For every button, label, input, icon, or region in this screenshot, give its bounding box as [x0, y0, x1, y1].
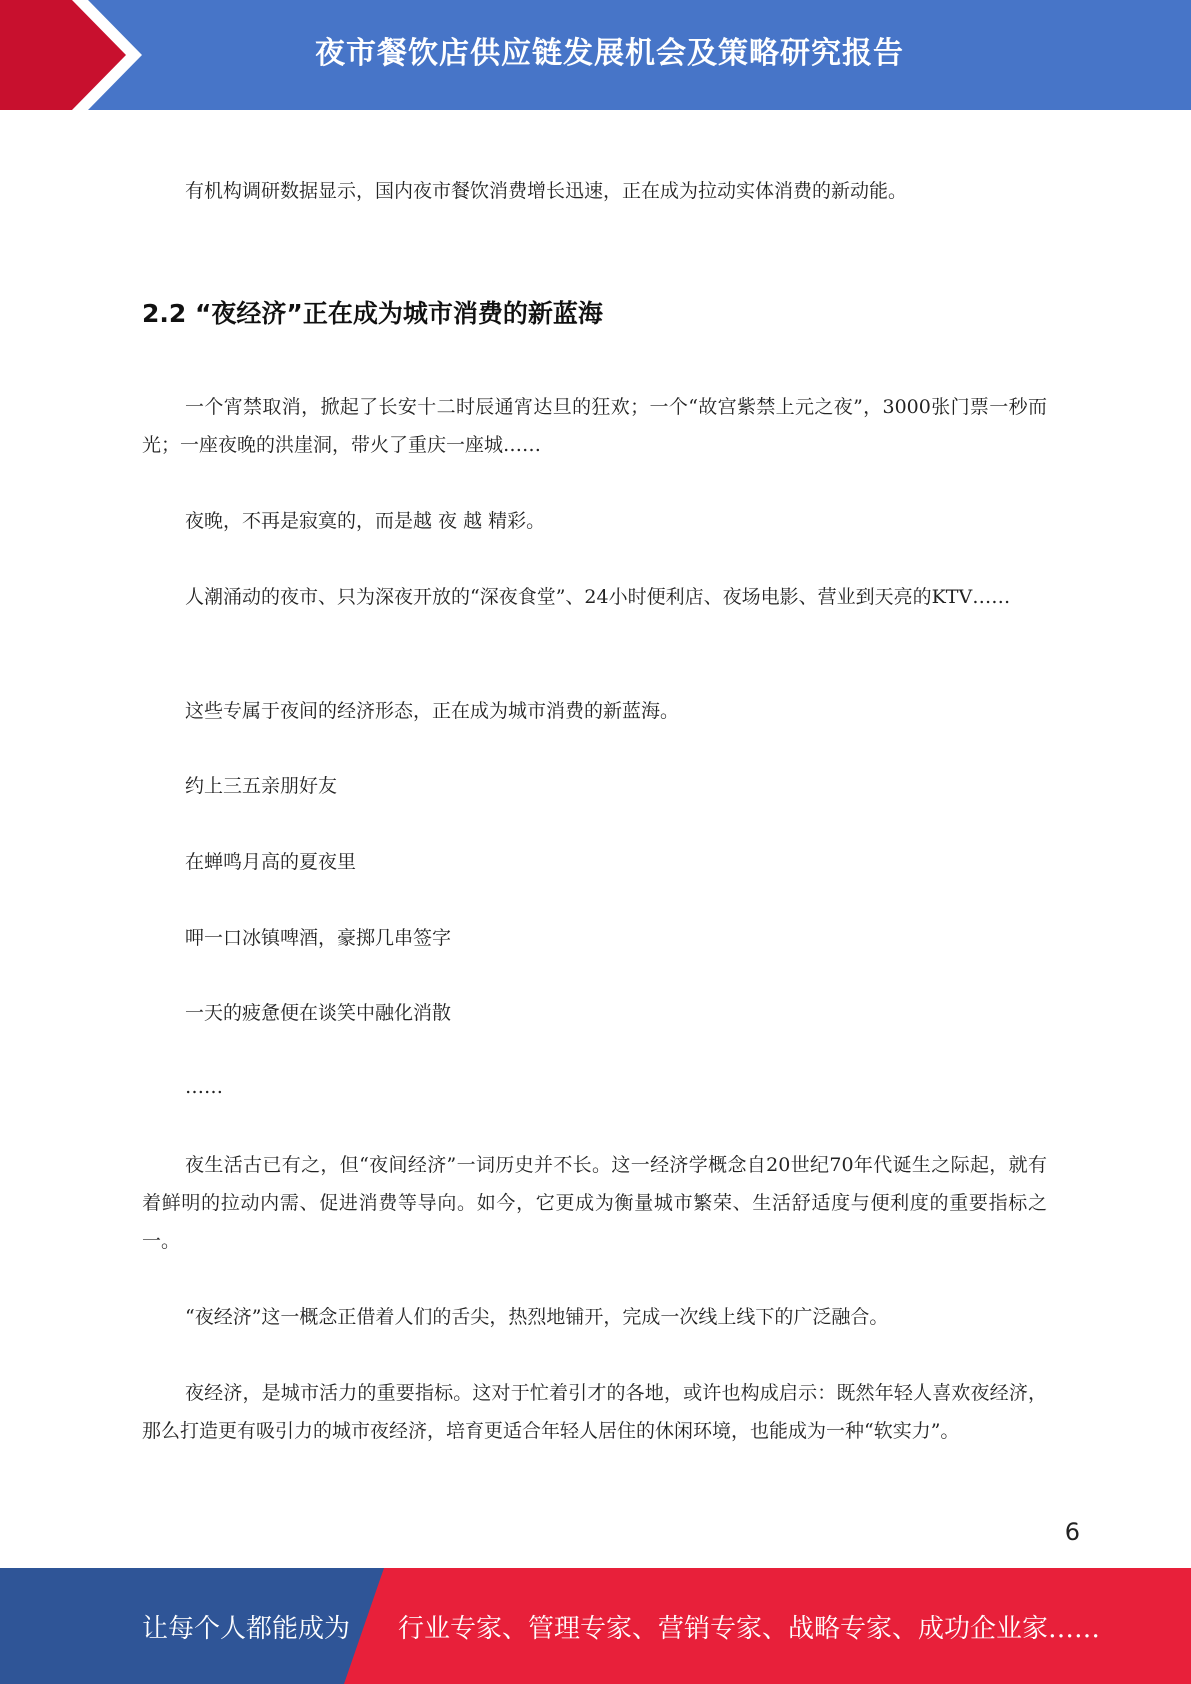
body-paragraph: “夜经济”这一概念正借着人们的舌尖，热烈地铺开，完成一次线上线下的广泛融合。 — [185, 1306, 889, 1328]
page-header — [0, 0, 1191, 110]
body-paragraph: 夜经济，是城市活力的重要指标。这对于忙着引才的各地，或许也构成启示：既然年轻人喜欢夜经济，那么打造更有吸引力的城市夜经济，培育更适合年轻人居住的休闲环境，也能成为一种“软实力”。 — [142, 1382, 1047, 1442]
verse-line: 一天的疲惫便在谈笑中融化消散 — [185, 1002, 452, 1024]
page-footer — [0, 1568, 1191, 1684]
body-paragraph: 一个宵禁取消，掀起了长安十二时辰通宵达旦的狂欢；一个“故宫紫禁上元之夜”，3000张门票一秒而光；一座夜晚的洪崖洞，带火了重庆一座城…… — [142, 396, 1047, 456]
verse-line: 约上三五亲朋好友 — [185, 775, 338, 797]
footer-slogan-right: 行业专家、管理专家、营销专家、战略专家、成功企业家…… — [398, 1613, 1101, 1644]
report-title: 夜市餐饮店供应链发展机会及策略研究报告 — [315, 36, 904, 71]
ellipsis-line: …… — [185, 1076, 223, 1098]
verse-line: 在蝉鸣月高的夏夜里 — [185, 851, 357, 873]
page-number: 6 — [1064, 1518, 1080, 1546]
section-heading: 2.2 “夜经济”正在成为城市消费的新蓝海 — [142, 299, 603, 328]
body-paragraph: 人潮涌动的夜市、只为深夜开放的“深夜食堂”、24小时便利店、夜场电影、营业到天亮的KTV…… — [185, 586, 1011, 608]
intro-paragraph: 有机构调研数据显示，国内夜市餐饮消费增长迅速，正在成为拉动实体消费的新动能。 — [185, 180, 908, 202]
verse-line: 呷一口冰镇啤酒，豪掷几串签字 — [185, 927, 452, 949]
body-paragraph: 夜晚，不再是寂寞的，而是越 夜 越 精彩。 — [185, 510, 546, 532]
body-paragraph: 夜生活古已有之，但“夜间经济”一词历史并不长。这一经济学概念自20世纪70年代诞生之际起，就有着鲜明的拉动内需、促进消费等导向。如今，它更成为衡量城市繁荣、生活舒适度与便利度的重要指标之一。 — [142, 1154, 1047, 1252]
body-paragraph: 这些专属于夜间的经济形态，正在成为城市消费的新蓝海。 — [185, 700, 680, 722]
footer-slogan-left: 让每个人都能成为 — [142, 1613, 351, 1644]
